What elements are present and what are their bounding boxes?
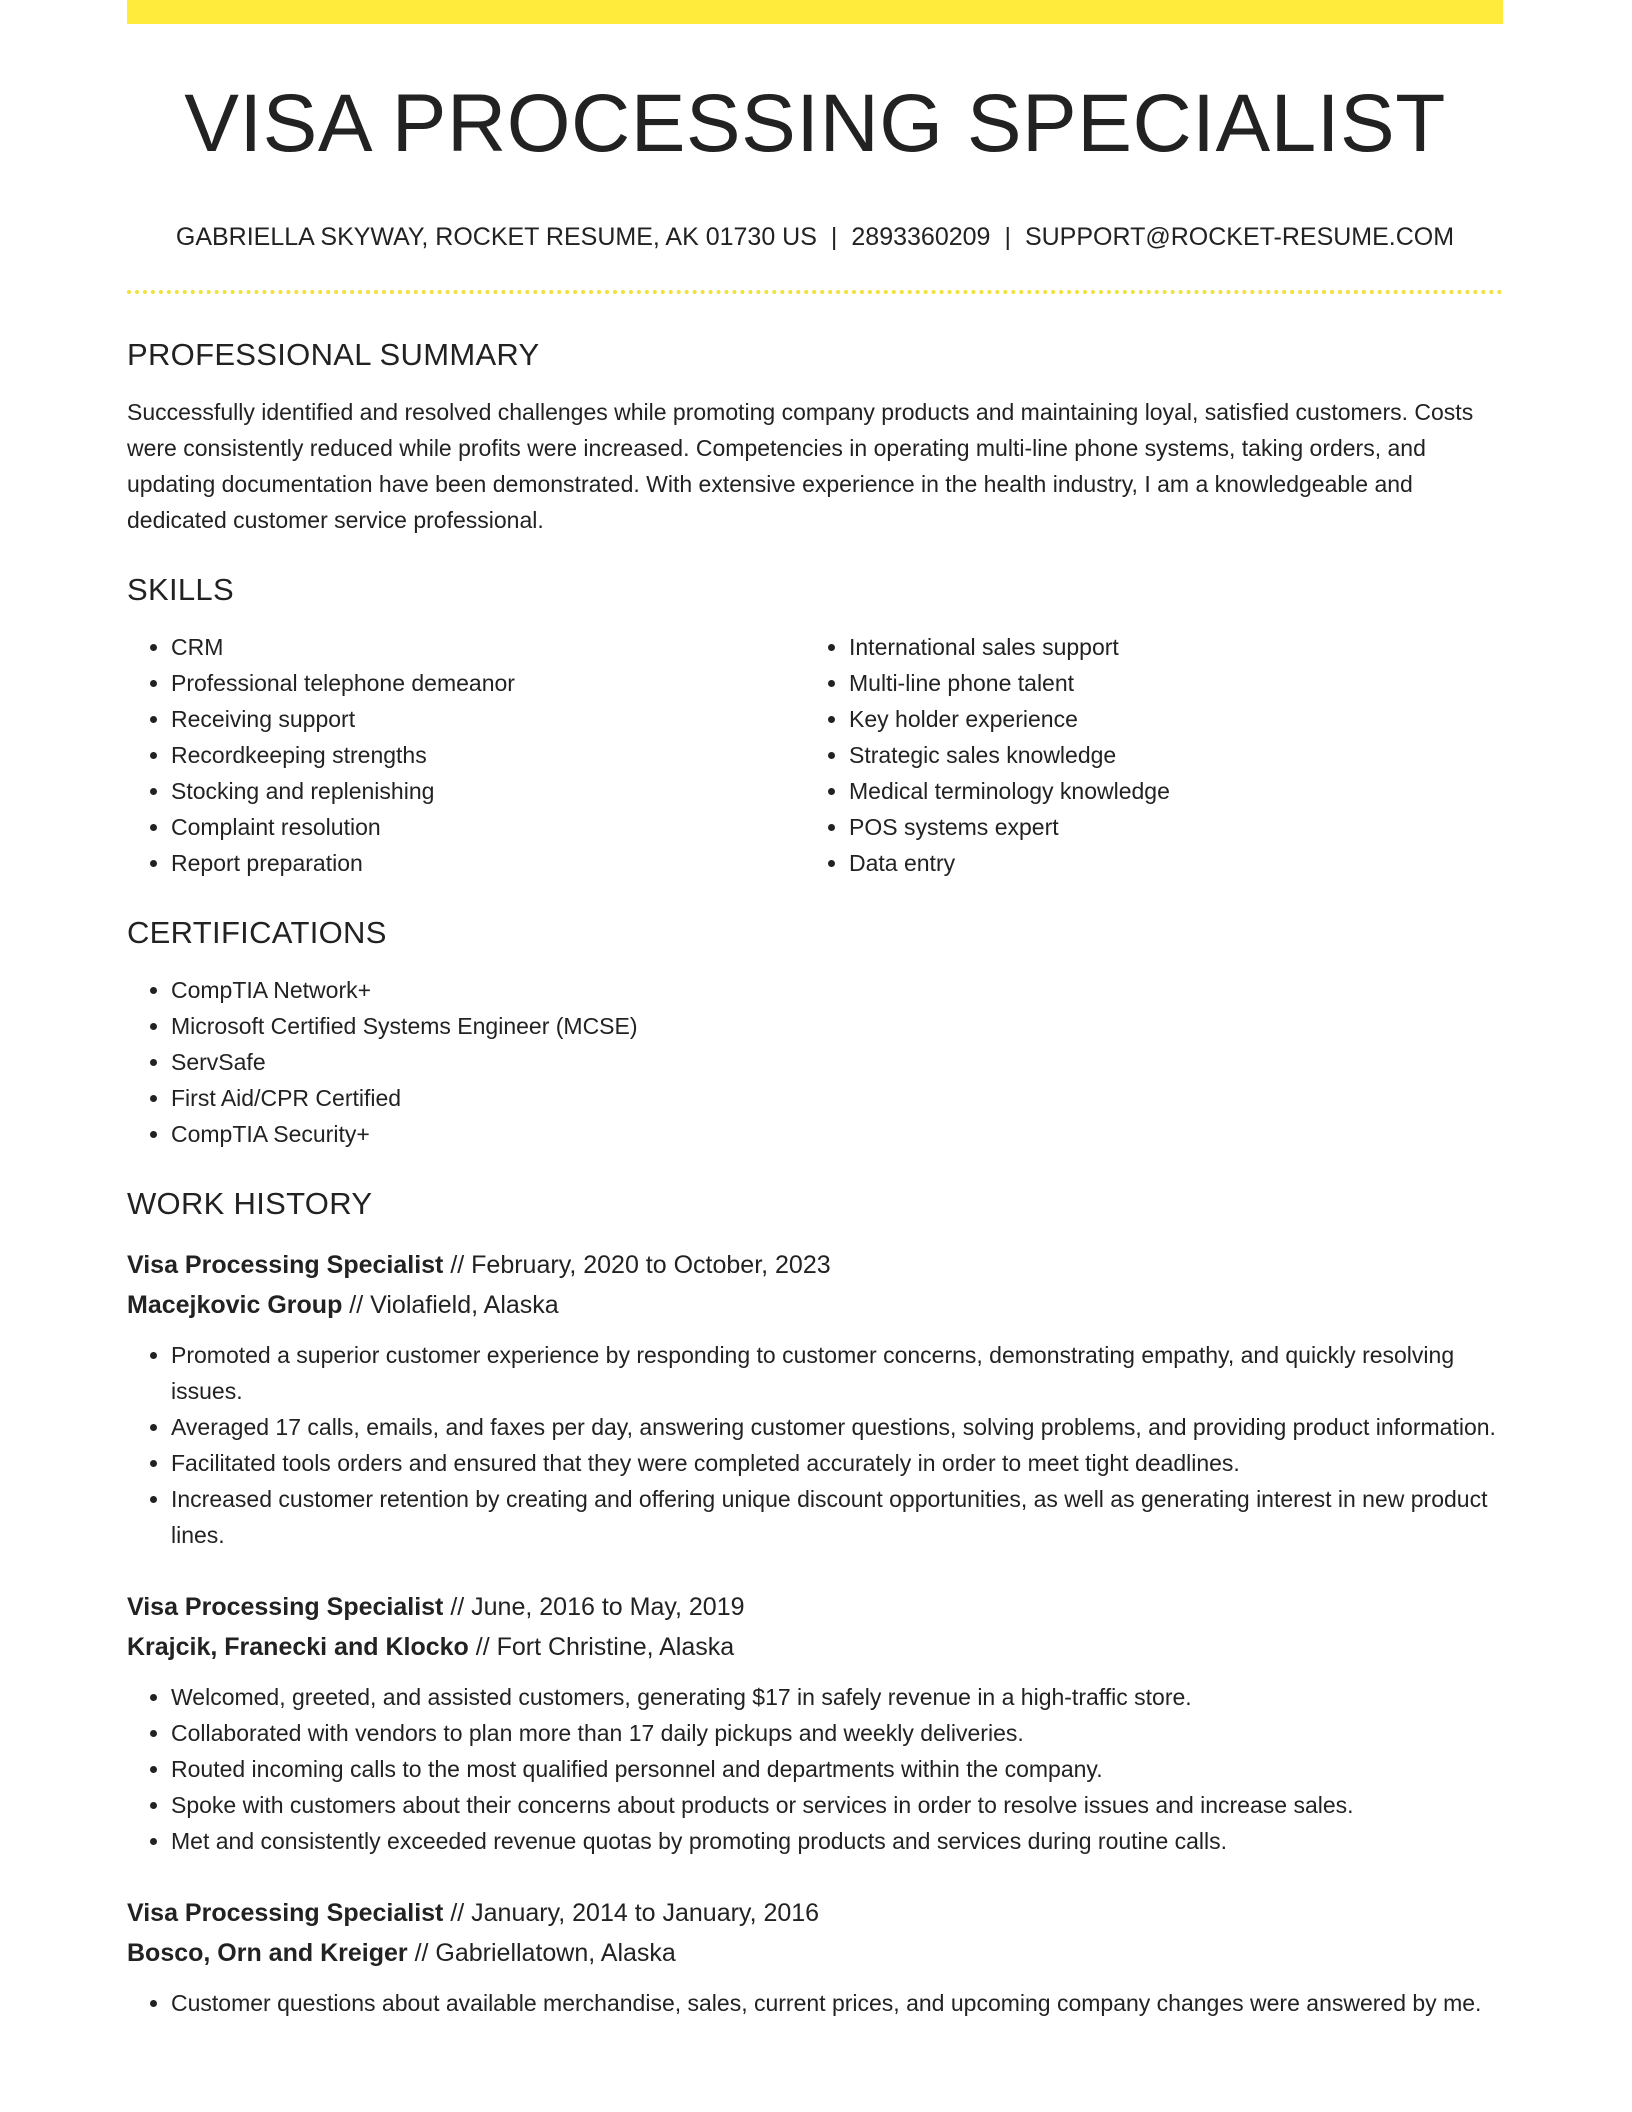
skill-item: • Data entry <box>849 845 1483 881</box>
job-company: Bosco, Orn and Kreiger <box>127 1939 408 1967</box>
job-bullet: • Customer questions about available merchandise, sales, current prices, and upcoming company changes were answered by me. <box>171 1985 1503 2021</box>
job-company-line <box>127 1627 1503 1667</box>
job-title: Visa Processing Specialist <box>127 1593 444 1621</box>
skill-item: • Multi-line phone talent <box>849 665 1483 701</box>
skill-item: • Key holder experience <box>849 701 1483 737</box>
accent-bar <box>127 0 1503 24</box>
job-dates: // February, 2020 to October, 2023 <box>443 1251 831 1279</box>
job-bullet: • Averaged 17 calls, emails, and faxes per day, answering customer questions, solving problems, and providing product information. <box>171 1409 1503 1445</box>
job-title-line <box>127 1587 1503 1627</box>
certification-item: • CompTIA Network+ <box>171 972 1503 1008</box>
page-title: VISA PROCESSING SPECIALIST <box>184 78 1446 169</box>
certification-item: • ServSafe <box>171 1044 1503 1080</box>
job-bullets <box>127 1985 1503 2021</box>
summary-text: Successfully identified and resolved challenges while promoting company products and maintaining loyal, satisfied customers. Costs were consistently reduced while profits were increased. Competencies in operating multi-line phone systems, taking orders, and updating documentation have been demonstrated. With extensive experience in the health industry, I am a knowledgeable and dedicated customer service professional. <box>127 399 1474 533</box>
job-bullet: • Promoted a superior customer experience by responding to customer concerns, demonstrating empathy, and quickly resolving issues. <box>171 1337 1503 1409</box>
skills-heading: SKILLS <box>127 572 234 607</box>
skill-item: • Medical terminology knowledge <box>849 773 1483 809</box>
contact-separator: | <box>1004 223 1011 251</box>
skill-item: • POS systems expert <box>849 809 1483 845</box>
job-company: Macejkovic Group <box>127 1291 343 1319</box>
skills-grid <box>127 629 1503 881</box>
certification-item: • CompTIA Security+ <box>171 1116 1503 1152</box>
certification-item: • Microsoft Certified Systems Engineer (MCSE) <box>171 1008 1503 1044</box>
skill-item: • Recordkeeping strengths <box>171 737 805 773</box>
job-dates: // January, 2014 to January, 2016 <box>443 1899 820 1927</box>
job-bullets <box>127 1679 1503 1859</box>
work-history-heading: WORK HISTORY <box>127 1186 373 1221</box>
skills-list-right <box>805 629 1483 881</box>
job-location: // Violafield, Alaska <box>342 1291 559 1319</box>
contact-line <box>127 225 1503 250</box>
job-company-line <box>127 1285 1503 1325</box>
skill-item: • Complaint resolution <box>171 809 805 845</box>
job-bullet: • Facilitated tools orders and ensured that they were completed accurately in order to meet tight deadlines. <box>171 1445 1503 1481</box>
job-location: // Fort Christine, Alaska <box>468 1633 735 1661</box>
resume-page <box>127 0 1503 2021</box>
skill-item: • Professional telephone demeanor <box>171 665 805 701</box>
job-bullets <box>127 1337 1503 1553</box>
skills-list-left <box>127 629 805 881</box>
job-bullet: • Welcomed, greeted, and assisted customers, generating $17 in safely revenue in a high-traffic store. <box>171 1679 1503 1715</box>
contact-phone: 2893360209 <box>851 223 991 251</box>
certification-item: • First Aid/CPR Certified <box>171 1080 1503 1116</box>
job-title: Visa Processing Specialist <box>127 1251 444 1279</box>
contact-address: GABRIELLA SKYWAY, ROCKET RESUME, AK 01730 US <box>175 223 817 251</box>
job-entry <box>127 1587 1503 1859</box>
contact-email: SUPPORT@ROCKET-RESUME.COM <box>1024 223 1455 251</box>
skill-item: • Report preparation <box>171 845 805 881</box>
job-title-line <box>127 1893 1503 1933</box>
job-bullet: • Routed incoming calls to the most qualified personnel and departments within the company. <box>171 1751 1503 1787</box>
contact-separator: | <box>830 223 838 251</box>
job-entry <box>127 1245 1503 1553</box>
job-location: // Gabriellatown, Alaska <box>407 1939 676 1967</box>
job-entry <box>127 1893 1503 2021</box>
certifications-heading: CERTIFICATIONS <box>127 915 387 950</box>
certifications-list <box>127 972 1503 1152</box>
job-dates: // June, 2016 to May, 2019 <box>443 1593 745 1621</box>
job-title: Visa Processing Specialist <box>127 1899 444 1927</box>
job-bullet: • Spoke with customers about their concerns about products or services in order to resolve issues and increase sales. <box>171 1787 1503 1823</box>
job-company-line <box>127 1933 1503 1973</box>
skill-item: • Strategic sales knowledge <box>849 737 1483 773</box>
job-company: Krajcik, Franecki and Klocko <box>127 1633 469 1661</box>
job-bullet: • Increased customer retention by creating and offering unique discount opportunities, as well as generating interest in new product lines. <box>171 1481 1503 1553</box>
skill-item: • Receiving support <box>171 701 805 737</box>
summary-heading: PROFESSIONAL SUMMARY <box>127 337 540 372</box>
job-title-line <box>127 1245 1503 1285</box>
job-bullet: • Met and consistently exceeded revenue quotas by promoting products and services during routine calls. <box>171 1823 1503 1859</box>
skill-item: • CRM <box>171 629 805 665</box>
job-bullet: • Collaborated with vendors to plan more than 17 daily pickups and weekly deliveries. <box>171 1715 1503 1751</box>
skill-item: • Stocking and replenishing <box>171 773 805 809</box>
header-divider <box>127 290 1503 294</box>
skill-item: • International sales support <box>849 629 1483 665</box>
